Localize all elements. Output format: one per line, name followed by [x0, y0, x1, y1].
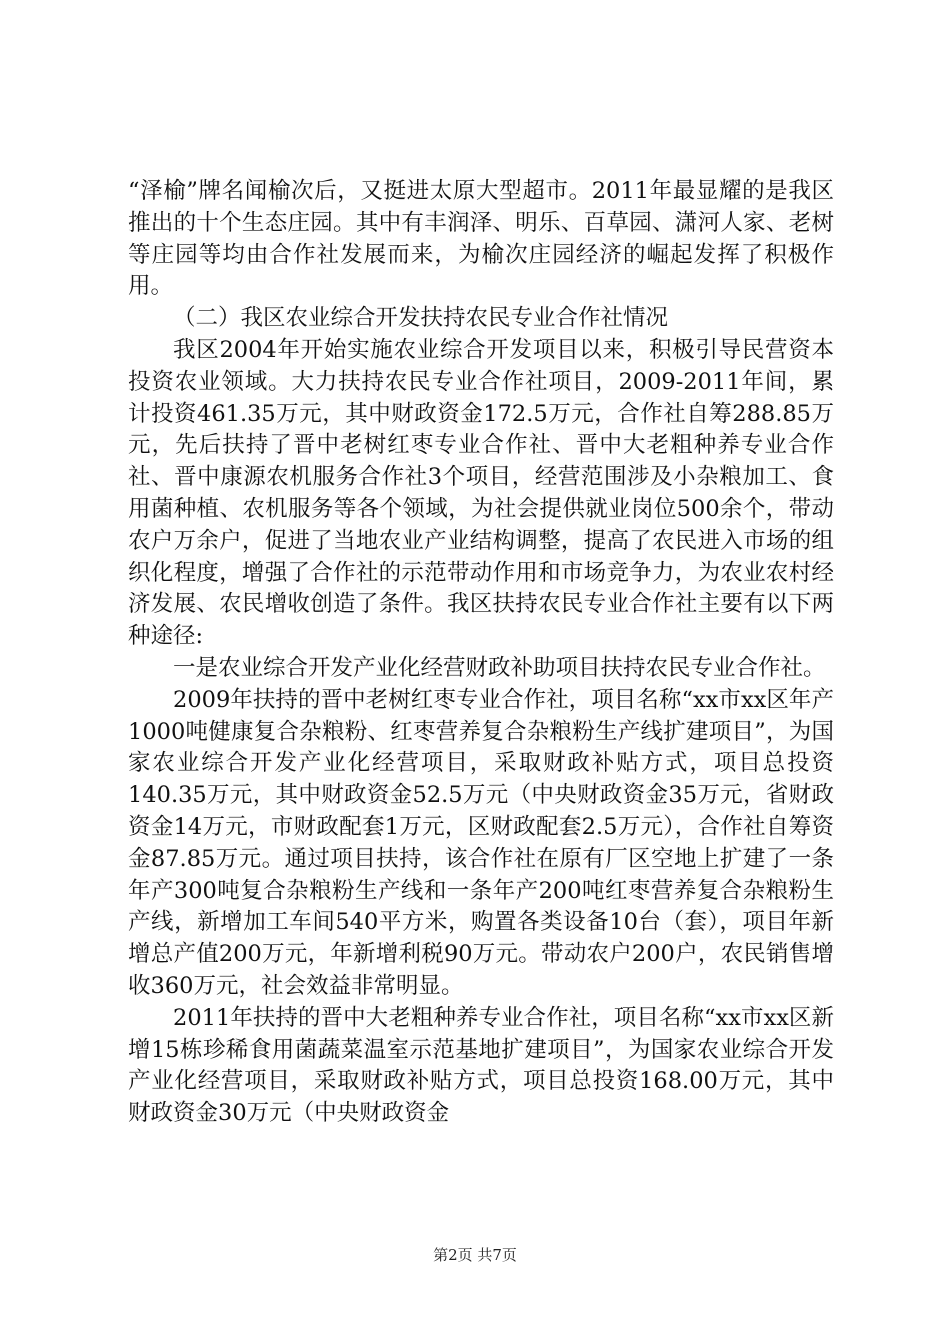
document-body: [128, 176, 834, 1130]
paragraph-overview: 我区2004年开始实施农业综合开发项目以来，积极引导民营资本投资农业领域。大力扶持农民专业合作社项目，2009-2011年间，累计投资461.35万元，其中财政资金172.5万元，合作社自筹288.85万元，先后扶持了晋中老树红枣专业合作社、晋中大老粗种养专业合作社、晋中康源农机服务合作社3个项目，经营范围涉及小杂粮加工、食用菌种植、农机服务等各个领域，为社会提供就业岗位500余个，带动农户万余户，促进了当地农业产业结构调整，提高了农民进入市场的组织化程度，增强了合作社的示范带动作用和市场竞争力，为农业农村经济发展、农民增收创造了条件。我区扶持农民专业合作社主要有以下两种途径:: [128, 336, 834, 650]
paragraph-2009-project: 2009年扶持的晋中老树红枣专业合作社，项目名称“xx市xx区年产1000吨健康复合杂粮粉、红枣营养复合杂粮粉生产线扩建项目”，为国家农业综合开发产业化经营项目，采取财政补贴方式，项目总投资140.35万元，其中财政资金52.5万元（中央财政资金35万元，省财政资金14万元，市财政配套1万元，区财政配套2.5万元），合作社自筹资金87.85万元。通过项目扶持，该合作社在原有厂区空地上扩建了一条年产300吨复合杂粮粉生产线和一条年产200吨红枣营养复合杂粮粉生产线，新增加工车间540平方米，购置各类设备10台（套），项目年新增总产值200万元，年新增利税90万元。带动农户200户，农民销售增收360万元，社会效益非常明显。: [128, 686, 834, 999]
paragraph-approach-one: 一是农业综合开发产业化经营财政补助项目扶持农民专业合作社。: [173, 654, 826, 681]
section-heading: （二）我区农业综合开发扶持农民专业合作社情况: [173, 305, 669, 332]
paragraph-2011-project: 2011年扶持的晋中大老粗种养专业合作社，项目名称“xx市xx区新增15栋珍稀食用菌蔬菜温室示范基地扩建项目”，为国家农业综合开发产业化经营项目，采取财政补贴方式，项目总投资168.00万元，其中财政资金30万元（中央财政资金: [128, 1004, 834, 1127]
page-number: 第2页 共7页: [433, 1246, 517, 1264]
paragraph-continuation: “泽榆”牌名闻榆次后，又挺进太原大型超市。2011年最显耀的是我区推出的十个生态庄园。其中有丰润泽、明乐、百草园、潇河人家、老树等庄园等均由合作社发展而来，为榆次庄园经济的崛起发挥了积极作用。: [128, 178, 834, 300]
